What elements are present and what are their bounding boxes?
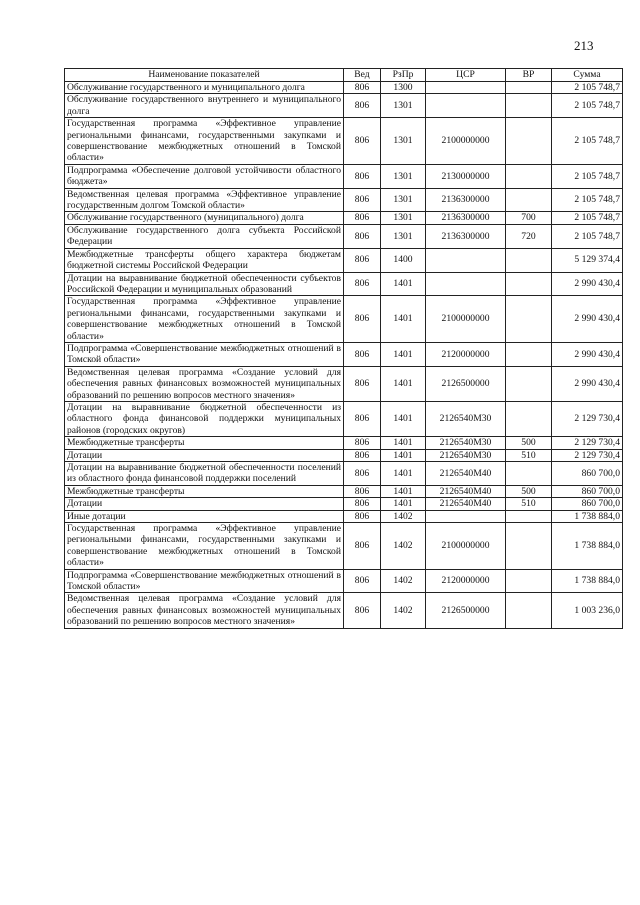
- cell-name: Ведомственная целевая программа «Создание условий для обеспечения равных финансовых возможностей муниципальных образований по решению вопросов местного значения»: [65, 366, 344, 401]
- cell-name: Межбюджетные трансферты общего характера бюджетам бюджетной системы Российской Федерации: [65, 248, 344, 272]
- cell-ved: 806: [344, 366, 381, 401]
- cell-csr: 2100000000: [426, 296, 506, 343]
- cell-vr: [506, 510, 552, 522]
- cell-ved: 806: [344, 224, 381, 248]
- cell-sum: 5 129 374,4: [552, 248, 623, 272]
- table-row: [65, 342, 623, 366]
- header-name: Наименование показателей: [65, 69, 344, 82]
- cell-ved: 806: [344, 485, 381, 497]
- cell-sum: 860 700,0: [552, 485, 623, 497]
- header-vr: ВР: [506, 69, 552, 82]
- cell-sum: 2 105 748,7: [552, 118, 623, 165]
- table-row: [65, 462, 623, 486]
- cell-name: Ведомственная целевая программа «Эффективное управление государственным долгом Томской области»: [65, 188, 344, 212]
- cell-name: Дотации: [65, 449, 344, 461]
- cell-rzpr: 1301: [381, 224, 426, 248]
- cell-vr: [506, 164, 552, 188]
- cell-csr: 2126540М30: [426, 401, 506, 436]
- cell-vr: 510: [506, 498, 552, 510]
- cell-vr: [506, 523, 552, 570]
- cell-csr: 2126500000: [426, 593, 506, 628]
- cell-csr: 2126540М30: [426, 449, 506, 461]
- cell-ved: 806: [344, 94, 381, 118]
- cell-rzpr: 1301: [381, 212, 426, 224]
- cell-vr: [506, 401, 552, 436]
- cell-ved: 806: [344, 569, 381, 593]
- cell-sum: 2 990 430,4: [552, 272, 623, 296]
- cell-sum: 2 105 748,7: [552, 164, 623, 188]
- cell-vr: 720: [506, 224, 552, 248]
- cell-rzpr: 1401: [381, 498, 426, 510]
- cell-name: Обслуживание государственного внутреннего и муниципального долга: [65, 94, 344, 118]
- cell-rzpr: 1401: [381, 272, 426, 296]
- table-row: [65, 212, 623, 224]
- cell-ved: 806: [344, 593, 381, 628]
- cell-vr: 510: [506, 449, 552, 461]
- cell-name: Дотации: [65, 498, 344, 510]
- table-row: [65, 188, 623, 212]
- header-csr: ЦСР: [426, 69, 506, 82]
- cell-rzpr: 1401: [381, 462, 426, 486]
- table-row: [65, 118, 623, 165]
- cell-vr: [506, 82, 552, 94]
- cell-vr: [506, 569, 552, 593]
- cell-rzpr: 1401: [381, 342, 426, 366]
- table-row: [65, 401, 623, 436]
- cell-sum: 2 990 430,4: [552, 342, 623, 366]
- cell-vr: [506, 188, 552, 212]
- table-row: [65, 224, 623, 248]
- cell-ved: 806: [344, 437, 381, 449]
- cell-csr: 2126540М40: [426, 462, 506, 486]
- cell-sum: 1 738 884,0: [552, 523, 623, 570]
- cell-name: Подпрограмма «Совершенствование межбюджетных отношений в Томской области»: [65, 569, 344, 593]
- table-row: [65, 449, 623, 461]
- cell-csr: 2130000000: [426, 164, 506, 188]
- cell-csr: 2136300000: [426, 212, 506, 224]
- cell-csr: [426, 510, 506, 522]
- cell-sum: 2 105 748,7: [552, 94, 623, 118]
- cell-csr: 2136300000: [426, 188, 506, 212]
- header-sum: Сумма: [552, 69, 623, 82]
- cell-vr: 500: [506, 437, 552, 449]
- cell-name: Государственная программа «Эффективное управление региональными финансами, государственными закупками и совершенствование межбюджетных отношений в Томской области»: [65, 296, 344, 343]
- table-row: [65, 523, 623, 570]
- cell-ved: 806: [344, 212, 381, 224]
- cell-ved: 806: [344, 342, 381, 366]
- cell-csr: 2126500000: [426, 366, 506, 401]
- cell-ved: 806: [344, 510, 381, 522]
- cell-rzpr: 1401: [381, 366, 426, 401]
- header-rzpr: РзПр: [381, 69, 426, 82]
- cell-name: Обслуживание государственного и муниципального долга: [65, 82, 344, 94]
- cell-csr: 2126540М40: [426, 498, 506, 510]
- cell-name: Обслуживание государственного долга субъекта Российской Федерации: [65, 224, 344, 248]
- cell-rzpr: 1301: [381, 94, 426, 118]
- cell-ved: 806: [344, 164, 381, 188]
- cell-rzpr: 1401: [381, 296, 426, 343]
- cell-name: Дотации на выравнивание бюджетной обеспеченности поселений из областного фонда финансовой поддержки поселений: [65, 462, 344, 486]
- table-row: [65, 498, 623, 510]
- cell-csr: 2126540М30: [426, 437, 506, 449]
- cell-ved: 806: [344, 248, 381, 272]
- cell-sum: 2 105 748,7: [552, 82, 623, 94]
- cell-ved: 806: [344, 462, 381, 486]
- cell-ved: 806: [344, 449, 381, 461]
- cell-sum: 2 129 730,4: [552, 437, 623, 449]
- cell-vr: 700: [506, 212, 552, 224]
- cell-ved: 806: [344, 188, 381, 212]
- table-row: [65, 164, 623, 188]
- cell-name: Подпрограмма «Совершенствование межбюджетных отношений в Томской области»: [65, 342, 344, 366]
- cell-name: Межбюджетные трансферты: [65, 437, 344, 449]
- cell-vr: 500: [506, 485, 552, 497]
- table-row: [65, 593, 623, 628]
- table-header-row: [65, 69, 623, 82]
- table-body: [65, 82, 623, 629]
- cell-csr: [426, 94, 506, 118]
- cell-csr: 2120000000: [426, 342, 506, 366]
- cell-vr: [506, 342, 552, 366]
- table-row: [65, 296, 623, 343]
- table-row: [65, 569, 623, 593]
- cell-csr: [426, 82, 506, 94]
- cell-sum: 2 990 430,4: [552, 366, 623, 401]
- table-row: [65, 82, 623, 94]
- cell-ved: 806: [344, 118, 381, 165]
- cell-vr: [506, 296, 552, 343]
- cell-rzpr: 1402: [381, 593, 426, 628]
- cell-ved: 806: [344, 401, 381, 436]
- cell-csr: 2126540М40: [426, 485, 506, 497]
- table-row: [65, 272, 623, 296]
- table-row: [65, 437, 623, 449]
- cell-vr: [506, 366, 552, 401]
- cell-name: Государственная программа «Эффективное управление региональными финансами, государственными закупками и совершенствование межбюджетных отношений в Томской области»: [65, 523, 344, 570]
- cell-csr: 2100000000: [426, 118, 506, 165]
- page-number: 213: [574, 38, 594, 53]
- cell-name: Обслуживание государственного (муниципального) долга: [65, 212, 344, 224]
- cell-vr: [506, 272, 552, 296]
- cell-ved: 806: [344, 82, 381, 94]
- table-row: [65, 510, 623, 522]
- cell-vr: [506, 593, 552, 628]
- cell-name: Подпрограмма «Обеспечение долговой устойчивости областного бюджета»: [65, 164, 344, 188]
- cell-sum: 2 990 430,4: [552, 296, 623, 343]
- cell-name: Межбюджетные трансферты: [65, 485, 344, 497]
- table-row: [65, 248, 623, 272]
- budget-table: [64, 68, 623, 629]
- cell-rzpr: 1402: [381, 510, 426, 522]
- cell-vr: [506, 118, 552, 165]
- header-ved: Вед: [344, 69, 381, 82]
- table-row: [65, 485, 623, 497]
- cell-csr: [426, 272, 506, 296]
- cell-sum: 2 129 730,4: [552, 401, 623, 436]
- cell-csr: [426, 248, 506, 272]
- cell-sum: 1 003 236,0: [552, 593, 623, 628]
- cell-sum: 2 105 748,7: [552, 224, 623, 248]
- cell-sum: 860 700,0: [552, 498, 623, 510]
- cell-name: Иные дотации: [65, 510, 344, 522]
- cell-rzpr: 1301: [381, 164, 426, 188]
- cell-rzpr: 1401: [381, 437, 426, 449]
- cell-name: Государственная программа «Эффективное управление региональными финансами, государственными закупками и совершенствование межбюджетных отношений в Томской области»: [65, 118, 344, 165]
- cell-vr: [506, 248, 552, 272]
- cell-sum: 1 738 884,0: [552, 569, 623, 593]
- cell-name: Дотации на выравнивание бюджетной обеспеченности из областного фонда финансовой поддержки муниципальных районов (городских округов): [65, 401, 344, 436]
- cell-vr: [506, 462, 552, 486]
- cell-sum: 2 105 748,7: [552, 188, 623, 212]
- cell-ved: 806: [344, 498, 381, 510]
- cell-sum: 1 738 884,0: [552, 510, 623, 522]
- cell-sum: 2 105 748,7: [552, 212, 623, 224]
- cell-name: Ведомственная целевая программа «Создание условий для обеспечения равных финансовых возможностей муниципальных образований по решению вопросов местного значения»: [65, 593, 344, 628]
- cell-rzpr: 1402: [381, 523, 426, 570]
- cell-rzpr: 1301: [381, 118, 426, 165]
- cell-csr: 2136300000: [426, 224, 506, 248]
- cell-vr: [506, 94, 552, 118]
- cell-ved: 806: [344, 272, 381, 296]
- cell-ved: 806: [344, 523, 381, 570]
- cell-name: Дотации на выравнивание бюджетной обеспеченности субъектов Российской Федерации и муниципальных образований: [65, 272, 344, 296]
- cell-rzpr: 1401: [381, 485, 426, 497]
- table-row: [65, 94, 623, 118]
- cell-sum: 2 129 730,4: [552, 449, 623, 461]
- cell-rzpr: 1301: [381, 188, 426, 212]
- cell-sum: 860 700,0: [552, 462, 623, 486]
- cell-rzpr: 1400: [381, 248, 426, 272]
- cell-ved: 806: [344, 296, 381, 343]
- cell-rzpr: 1300: [381, 82, 426, 94]
- cell-csr: 2120000000: [426, 569, 506, 593]
- cell-rzpr: 1401: [381, 401, 426, 436]
- cell-rzpr: 1401: [381, 449, 426, 461]
- cell-csr: 2100000000: [426, 523, 506, 570]
- table-row: [65, 366, 623, 401]
- cell-rzpr: 1402: [381, 569, 426, 593]
